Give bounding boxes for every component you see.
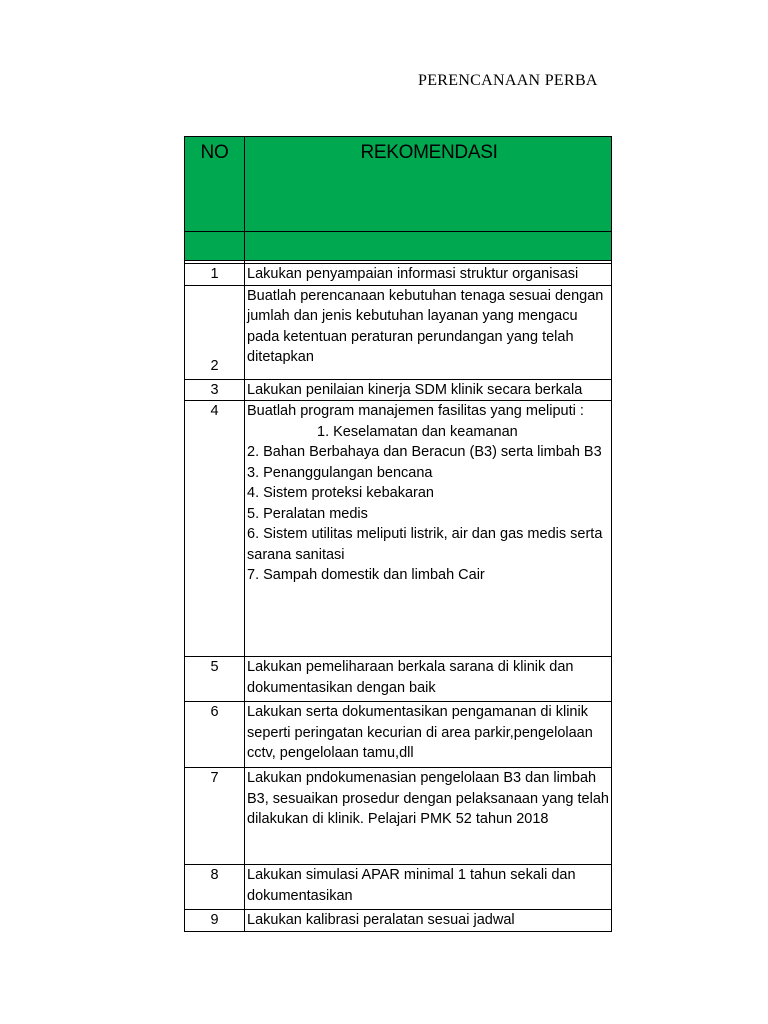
row-text: Lakukan simulasi APAR minimal 1 tahun sekali dan dokumentasikan xyxy=(245,865,612,910)
table-row xyxy=(185,657,612,702)
row-number: 7 xyxy=(185,768,245,865)
row-number: 1 xyxy=(185,264,245,286)
table-row xyxy=(185,264,612,286)
row-number: 5 xyxy=(185,657,245,702)
table-subheader-row xyxy=(185,232,612,261)
recommendation-table xyxy=(184,136,612,932)
row-text: Lakukan pemeliharaan berkala sarana di klinik dan dokumentasikan dengan baik xyxy=(245,657,612,702)
row-text xyxy=(245,401,612,657)
table-header-row xyxy=(185,137,612,232)
row-number: 9 xyxy=(185,910,245,932)
row-text: Lakukan penilaian kinerja SDM klinik secara berkala xyxy=(245,379,612,401)
row-text: Lakukan penyampaian informasi struktur organisasi xyxy=(245,264,612,286)
header-rekomendasi: REKOMENDASI xyxy=(245,137,612,232)
table-row xyxy=(185,910,612,932)
row-text: Lakukan serta dokumentasikan pengamanan di klinik seperti peringatan kecurian di area parkir,pengelolaan cctv, pengelolaan tamu,dll xyxy=(245,702,612,768)
row-number: 8 xyxy=(185,865,245,910)
table-row xyxy=(185,865,612,910)
row-text: Lakukan kalibrasi peralatan sesuai jadwal xyxy=(245,910,612,932)
row-text-lead: Buatlah program manajemen fasilitas yang meliputi : xyxy=(247,403,584,419)
page-title: PERENCANAAN PERBA xyxy=(418,72,598,89)
row-text-item: 1. Keselamatan dan keamanan xyxy=(317,423,518,440)
table-row xyxy=(185,768,612,865)
table-row xyxy=(185,379,612,401)
table-row xyxy=(185,401,612,657)
header-no: NO xyxy=(185,137,245,232)
row-number: 6 xyxy=(185,702,245,768)
row-text-list: 2. Bahan Berbahaya dan Beracun (B3) serta limbah B3 3. Penanggulangan bencana 4. Sistem proteksi kebakaran 5. Peralatan medis 6. Sistem utilitas meliputi listrik, air dan gas medis serta sarana sanitasi 7. Sampah domestik dan limbah Cair xyxy=(247,444,603,583)
table-row xyxy=(185,285,612,379)
row-text: Buatlah perencanaan kebutuhan tenaga sesuai dengan jumlah dan jenis kebutuhan layanan yang mengacu pada ketentuan peraturan perundangan yang telah ditetapkan xyxy=(245,285,612,379)
row-number: 2 xyxy=(185,285,245,379)
row-number: 4 xyxy=(185,401,245,657)
table-row xyxy=(185,702,612,768)
row-number: 3 xyxy=(185,379,245,401)
row-text: Lakukan pndokumenasian pengelolaan B3 dan limbah B3, sesuaikan prosedur dengan pelaksanaan yang telah dilakukan di klinik. Pelajari PMK 52 tahun 2018 xyxy=(245,768,612,865)
